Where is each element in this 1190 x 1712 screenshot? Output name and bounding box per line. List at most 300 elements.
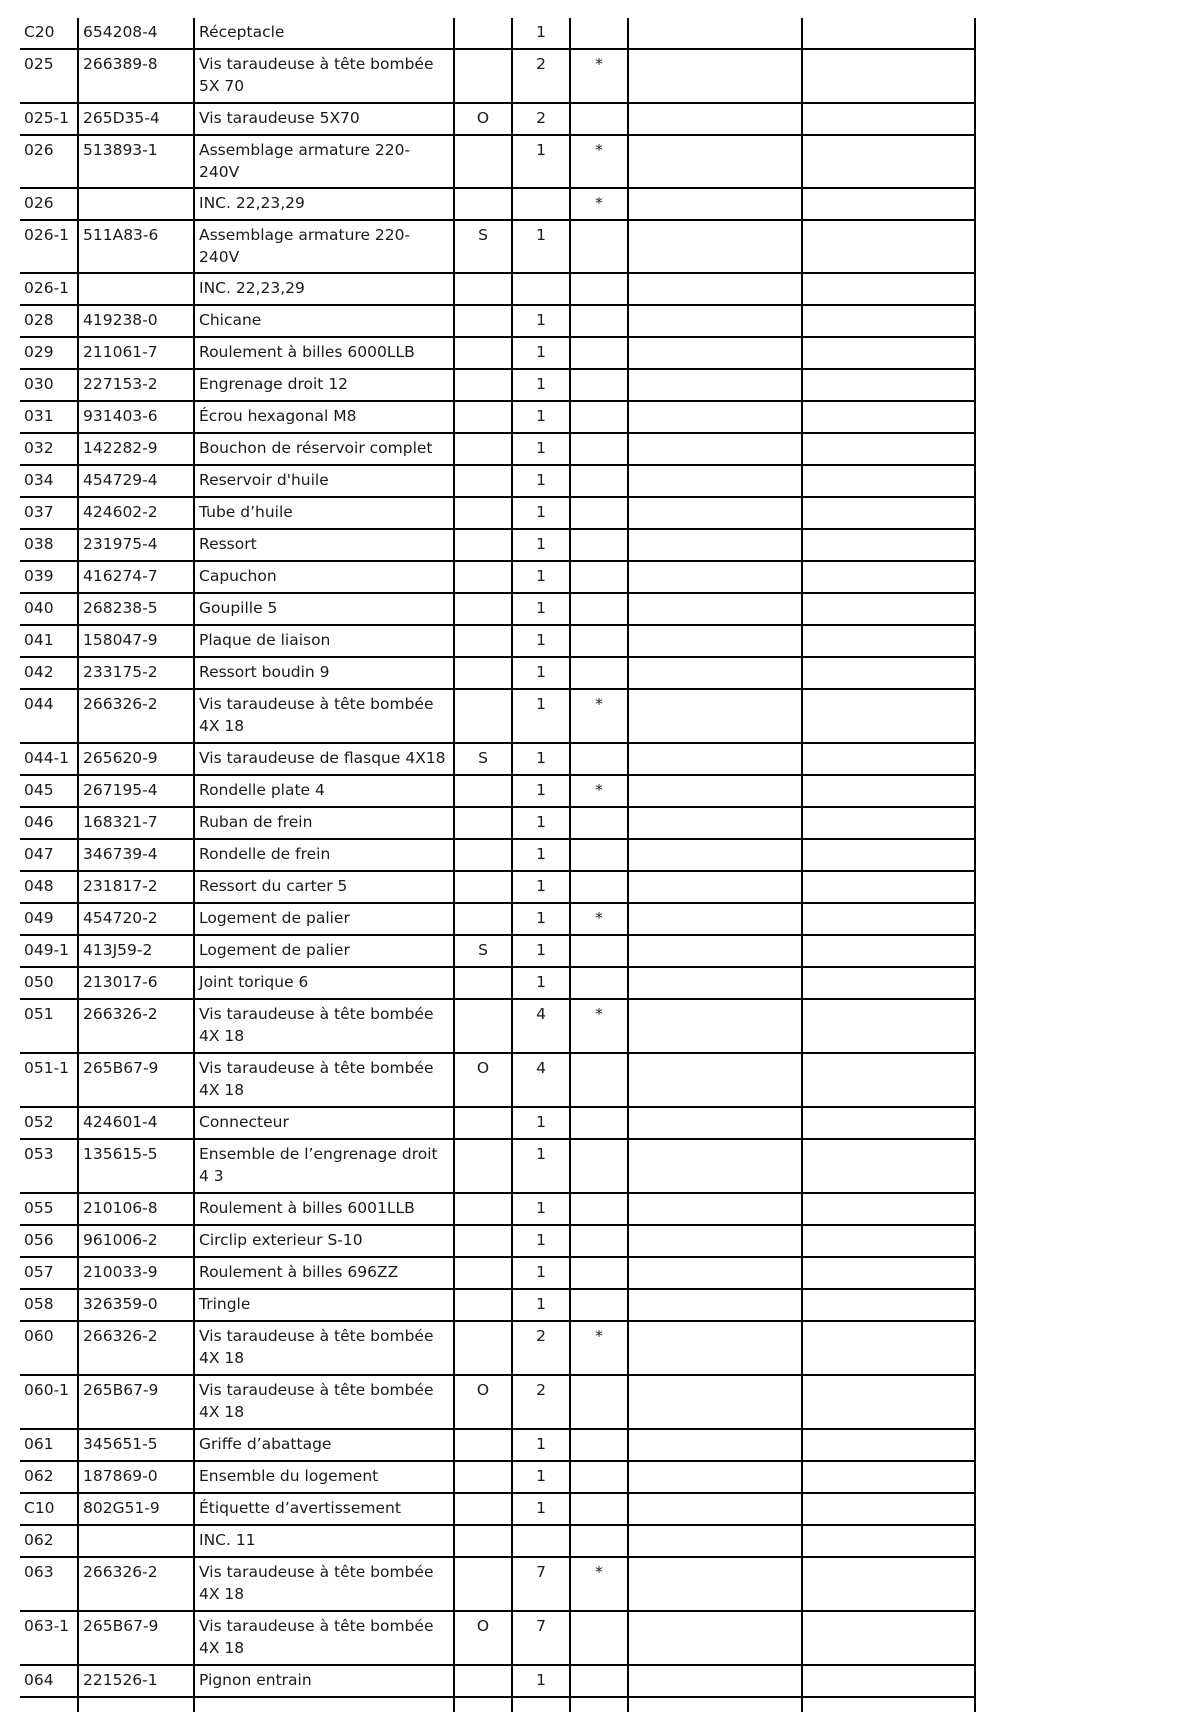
quantity-cell: 1 [512,1493,570,1525]
blank-cell-b [802,1665,975,1697]
item-ref-cell: 028 [20,305,78,337]
quantity-cell: 1 [512,1289,570,1321]
note-mark-cell [570,465,628,497]
flag-cell: S [454,743,512,775]
flag-cell [454,337,512,369]
item-ref-cell: 034 [20,465,78,497]
blank-cell-a [628,18,802,49]
flag-cell [454,188,512,220]
description-cell: Vis taraudeuse à tête bombée 4X 18 [194,1053,454,1107]
note-mark-cell [570,1139,628,1193]
blank-cell-a [628,1525,802,1557]
table-row [20,1611,975,1665]
item-ref-cell: 046 [20,807,78,839]
flag-cell [454,1493,512,1525]
blank-cell-a [628,433,802,465]
item-ref-cell: 044-1 [20,743,78,775]
blank-cell-a [628,743,802,775]
description-cell: Roulement à billes 6001LLB [194,1193,454,1225]
part-number-cell: 213017-6 [78,967,194,999]
item-ref-cell: 053 [20,1139,78,1193]
description-cell: Plaque de liaison [194,625,454,657]
item-ref-cell: 031 [20,401,78,433]
blank-cell-a [628,1225,802,1257]
blank-cell-b [802,337,975,369]
part-number-cell: 135615-5 [78,1139,194,1193]
note-mark-cell [570,369,628,401]
blank-cell-b [802,657,975,689]
description-cell: INC. 11 [194,1525,454,1557]
blank-cell-a [628,305,802,337]
table-row [20,871,975,903]
note-mark-cell [570,807,628,839]
blank-cell-b [802,188,975,220]
note-mark-cell [570,433,628,465]
blank-cell-b [802,305,975,337]
flag-cell [454,18,512,49]
quantity-cell: 1 [512,1193,570,1225]
note-mark-cell [570,273,628,305]
table-row [20,657,975,689]
blank-cell-b [802,871,975,903]
blank-cell-a [628,1665,802,1697]
blank-cell-b [802,999,975,1053]
item-ref-cell: 029 [20,337,78,369]
blank-cell-b [802,1321,975,1375]
note-mark-cell [570,935,628,967]
quantity-cell: 1 [512,433,570,465]
quantity-cell: 2 [512,103,570,135]
flag-cell [454,135,512,188]
table-row [20,1289,975,1321]
blank-cell-b [802,1107,975,1139]
quantity-cell: 2 [512,1321,570,1375]
blank-cell-b [802,433,975,465]
item-ref-cell: C10 [20,1493,78,1525]
continuation-cell [20,1697,78,1712]
blank-cell-b [802,1053,975,1107]
table-row [20,743,975,775]
flag-cell: O [454,1053,512,1107]
description-cell: Goupille 5 [194,593,454,625]
blank-cell-b [802,935,975,967]
table-row [20,273,975,305]
description-cell: Logement de palier [194,903,454,935]
item-ref-cell: 049-1 [20,935,78,967]
quantity-cell: 1 [512,1139,570,1193]
flag-cell [454,903,512,935]
description-cell: Ressort du carter 5 [194,871,454,903]
continuation-cell [512,1697,570,1712]
blank-cell-b [802,49,975,103]
description-cell: Vis taraudeuse à tête bombée 4X 18 [194,999,454,1053]
note-mark-cell [570,1289,628,1321]
blank-cell-b [802,369,975,401]
description-cell: Tringle [194,1289,454,1321]
quantity-cell: 1 [512,220,570,273]
quantity-cell: 4 [512,999,570,1053]
table-row [20,18,975,49]
table-row [20,401,975,433]
quantity-cell: 1 [512,305,570,337]
quantity-cell: 1 [512,1665,570,1697]
note-mark-cell: * [570,903,628,935]
part-number-cell: 961006-2 [78,1225,194,1257]
part-number-cell: 413J59-2 [78,935,194,967]
quantity-cell: 1 [512,657,570,689]
note-mark-cell [570,1257,628,1289]
description-cell: INC. 22,23,29 [194,188,454,220]
parts-list-page [20,18,975,1712]
description-cell: Ensemble du logement [194,1461,454,1493]
quantity-cell: 1 [512,839,570,871]
quantity-cell: 2 [512,1375,570,1429]
blank-cell-b [802,1139,975,1193]
continuation-cell [570,1697,628,1712]
quantity-cell: 1 [512,1107,570,1139]
part-number-cell: 931403-6 [78,401,194,433]
description-cell: Ensemble de l’engrenage droit 4 3 [194,1139,454,1193]
note-mark-cell [570,1193,628,1225]
blank-cell-a [628,369,802,401]
parts-table-body [20,18,975,1712]
blank-cell-b [802,103,975,135]
flag-cell [454,273,512,305]
table-row [20,1665,975,1697]
blank-cell-b [802,18,975,49]
flag-cell [454,1257,512,1289]
part-number-cell: 233175-2 [78,657,194,689]
part-number-cell: 419238-0 [78,305,194,337]
table-row [20,135,975,188]
part-number-cell: 654208-4 [78,18,194,49]
flag-cell [454,1107,512,1139]
description-cell: Assemblage armature 220-240V [194,220,454,273]
blank-cell-b [802,135,975,188]
part-number-cell: 227153-2 [78,369,194,401]
table-row [20,529,975,561]
part-number-cell: 454720-2 [78,903,194,935]
part-number-cell: 210033-9 [78,1257,194,1289]
item-ref-cell: 063-1 [20,1611,78,1665]
item-ref-cell: 063 [20,1557,78,1611]
blank-cell-a [628,135,802,188]
blank-cell-a [628,401,802,433]
flag-cell [454,561,512,593]
description-cell: Bouchon de réservoir complet [194,433,454,465]
part-number-cell: 266389-8 [78,49,194,103]
blank-cell-b [802,1557,975,1611]
quantity-cell: 1 [512,561,570,593]
part-number-cell: 416274-7 [78,561,194,593]
blank-cell-b [802,1193,975,1225]
quantity-cell: 1 [512,1257,570,1289]
description-cell: Reservoir d'huile [194,465,454,497]
item-ref-cell: 048 [20,871,78,903]
note-mark-cell [570,103,628,135]
blank-cell-a [628,1053,802,1107]
note-mark-cell: * [570,135,628,188]
item-ref-cell: 026-1 [20,273,78,305]
flag-cell [454,497,512,529]
blank-cell-a [628,775,802,807]
table-row [20,305,975,337]
part-number-cell: 424602-2 [78,497,194,529]
table-row [20,1107,975,1139]
item-ref-cell: 025-1 [20,103,78,135]
blank-cell-a [628,593,802,625]
blank-cell-b [802,807,975,839]
quantity-cell: 1 [512,529,570,561]
flag-cell [454,657,512,689]
blank-cell-b [802,593,975,625]
note-mark-cell [570,401,628,433]
quantity-cell: 1 [512,465,570,497]
quantity-cell: 1 [512,593,570,625]
part-number-cell: 454729-4 [78,465,194,497]
blank-cell-b [802,1525,975,1557]
item-ref-cell: 051 [20,999,78,1053]
description-cell: Écrou hexagonal M8 [194,401,454,433]
quantity-cell [512,188,570,220]
blank-cell-a [628,1493,802,1525]
note-mark-cell [570,220,628,273]
part-number-cell: 267195-4 [78,775,194,807]
description-cell: Connecteur [194,1107,454,1139]
quantity-cell: 2 [512,49,570,103]
blank-cell-b [802,967,975,999]
flag-cell [454,593,512,625]
table-row [20,775,975,807]
description-cell: Ruban de frein [194,807,454,839]
part-number-cell: 345651-5 [78,1429,194,1461]
blank-cell-a [628,1461,802,1493]
table-row [20,999,975,1053]
description-cell: Capuchon [194,561,454,593]
blank-cell-a [628,1139,802,1193]
part-number-cell: 265B67-9 [78,1375,194,1429]
item-ref-cell: 055 [20,1193,78,1225]
flag-cell [454,1557,512,1611]
blank-cell-a [628,49,802,103]
blank-cell-a [628,561,802,593]
flag-cell [454,1225,512,1257]
quantity-cell: 1 [512,1461,570,1493]
blank-cell-a [628,1557,802,1611]
quantity-cell: 1 [512,775,570,807]
blank-cell-b [802,689,975,743]
blank-cell-a [628,1257,802,1289]
note-mark-cell: * [570,1557,628,1611]
blank-cell-a [628,273,802,305]
quantity-cell: 1 [512,689,570,743]
quantity-cell: 1 [512,871,570,903]
blank-cell-b [802,903,975,935]
table-row [20,903,975,935]
item-ref-cell: 026 [20,135,78,188]
flag-cell [454,1289,512,1321]
part-number-cell: 168321-7 [78,807,194,839]
flag-cell: O [454,103,512,135]
table-row [20,497,975,529]
blank-cell-b [802,1257,975,1289]
flag-cell [454,1193,512,1225]
note-mark-cell [570,967,628,999]
table-row [20,1053,975,1107]
item-ref-cell: 044 [20,689,78,743]
description-cell: Joint torique 6 [194,967,454,999]
continuation-cell [454,1697,512,1712]
blank-cell-b [802,1289,975,1321]
item-ref-cell: 038 [20,529,78,561]
flag-cell [454,625,512,657]
description-cell: Tube d’huile [194,497,454,529]
quantity-cell: 1 [512,401,570,433]
blank-cell-a [628,657,802,689]
note-mark-cell [570,1225,628,1257]
note-mark-cell [570,337,628,369]
note-mark-cell [570,1053,628,1107]
part-number-cell [78,273,194,305]
flag-cell [454,49,512,103]
quantity-cell: 1 [512,743,570,775]
continuation-cell [628,1697,802,1712]
table-row [20,1461,975,1493]
blank-cell-a [628,1375,802,1429]
description-cell: Assemblage armature 220-240V [194,135,454,188]
item-ref-cell: 026-1 [20,220,78,273]
blank-cell-b [802,1375,975,1429]
table-row [20,689,975,743]
note-mark-cell [570,1665,628,1697]
item-ref-cell: 062 [20,1525,78,1557]
flag-cell: S [454,935,512,967]
flag-cell [454,1321,512,1375]
description-cell: Vis taraudeuse à tête bombée 4X 18 [194,1557,454,1611]
blank-cell-b [802,220,975,273]
note-mark-cell: * [570,188,628,220]
note-mark-cell [570,561,628,593]
note-mark-cell [570,529,628,561]
part-number-cell: 266326-2 [78,999,194,1053]
blank-cell-a [628,1321,802,1375]
description-cell: Vis taraudeuse à tête bombée 4X 18 [194,689,454,743]
note-mark-cell: * [570,689,628,743]
blank-cell-a [628,967,802,999]
item-ref-cell: 032 [20,433,78,465]
item-ref-cell: 052 [20,1107,78,1139]
part-number-cell [78,1525,194,1557]
blank-cell-a [628,1611,802,1665]
note-mark-cell [570,305,628,337]
description-cell: Vis taraudeuse de flasque 4X18 [194,743,454,775]
flag-cell [454,689,512,743]
part-number-cell: 265620-9 [78,743,194,775]
note-mark-cell [570,871,628,903]
part-number-cell: 231817-2 [78,871,194,903]
blank-cell-b [802,561,975,593]
quantity-cell: 1 [512,1225,570,1257]
table-row [20,337,975,369]
table-row [20,561,975,593]
quantity-cell: 1 [512,369,570,401]
note-mark-cell [570,1493,628,1525]
flag-cell [454,1665,512,1697]
flag-cell [454,305,512,337]
flag-cell [454,999,512,1053]
flag-cell [454,433,512,465]
quantity-cell: 1 [512,807,570,839]
parts-table [20,18,976,1712]
note-mark-cell: * [570,49,628,103]
quantity-cell: 1 [512,935,570,967]
item-ref-cell: 064 [20,1665,78,1697]
part-number-cell: 424601-4 [78,1107,194,1139]
flag-cell [454,807,512,839]
flag-cell [454,401,512,433]
table-row [20,433,975,465]
note-mark-cell [570,1375,628,1429]
blank-cell-b [802,401,975,433]
blank-cell-b [802,1225,975,1257]
flag-cell [454,1139,512,1193]
item-ref-cell: 025 [20,49,78,103]
table-row [20,188,975,220]
quantity-cell: 4 [512,1053,570,1107]
item-ref-cell: 061 [20,1429,78,1461]
flag-cell [454,1461,512,1493]
blank-cell-a [628,625,802,657]
quantity-cell: 7 [512,1557,570,1611]
table-row [20,1139,975,1193]
blank-cell-a [628,1193,802,1225]
item-ref-cell: 041 [20,625,78,657]
quantity-cell: 1 [512,497,570,529]
note-mark-cell [570,593,628,625]
blank-cell-b [802,775,975,807]
flag-cell [454,1525,512,1557]
blank-cell-a [628,103,802,135]
table-row [20,220,975,273]
description-cell: Chicane [194,305,454,337]
part-number-cell: 268238-5 [78,593,194,625]
description-cell: Ressort boudin 9 [194,657,454,689]
quantity-cell: 1 [512,1429,570,1461]
blank-cell-b [802,1493,975,1525]
note-mark-cell [570,18,628,49]
quantity-cell: 1 [512,337,570,369]
note-mark-cell [570,497,628,529]
quantity-cell: 1 [512,967,570,999]
continuation-row [20,1697,975,1712]
part-number-cell: 142282-9 [78,433,194,465]
part-number-cell: 231975-4 [78,529,194,561]
item-ref-cell: 049 [20,903,78,935]
table-row [20,1257,975,1289]
part-number-cell: 265B67-9 [78,1053,194,1107]
table-row [20,625,975,657]
item-ref-cell: 058 [20,1289,78,1321]
blank-cell-b [802,1611,975,1665]
item-ref-cell: 057 [20,1257,78,1289]
blank-cell-a [628,689,802,743]
quantity-cell: 1 [512,903,570,935]
part-number-cell: 210106-8 [78,1193,194,1225]
item-ref-cell: 037 [20,497,78,529]
blank-cell-a [628,999,802,1053]
description-cell: Vis taraudeuse à tête bombée 4X 18 [194,1611,454,1665]
blank-cell-a [628,1429,802,1461]
